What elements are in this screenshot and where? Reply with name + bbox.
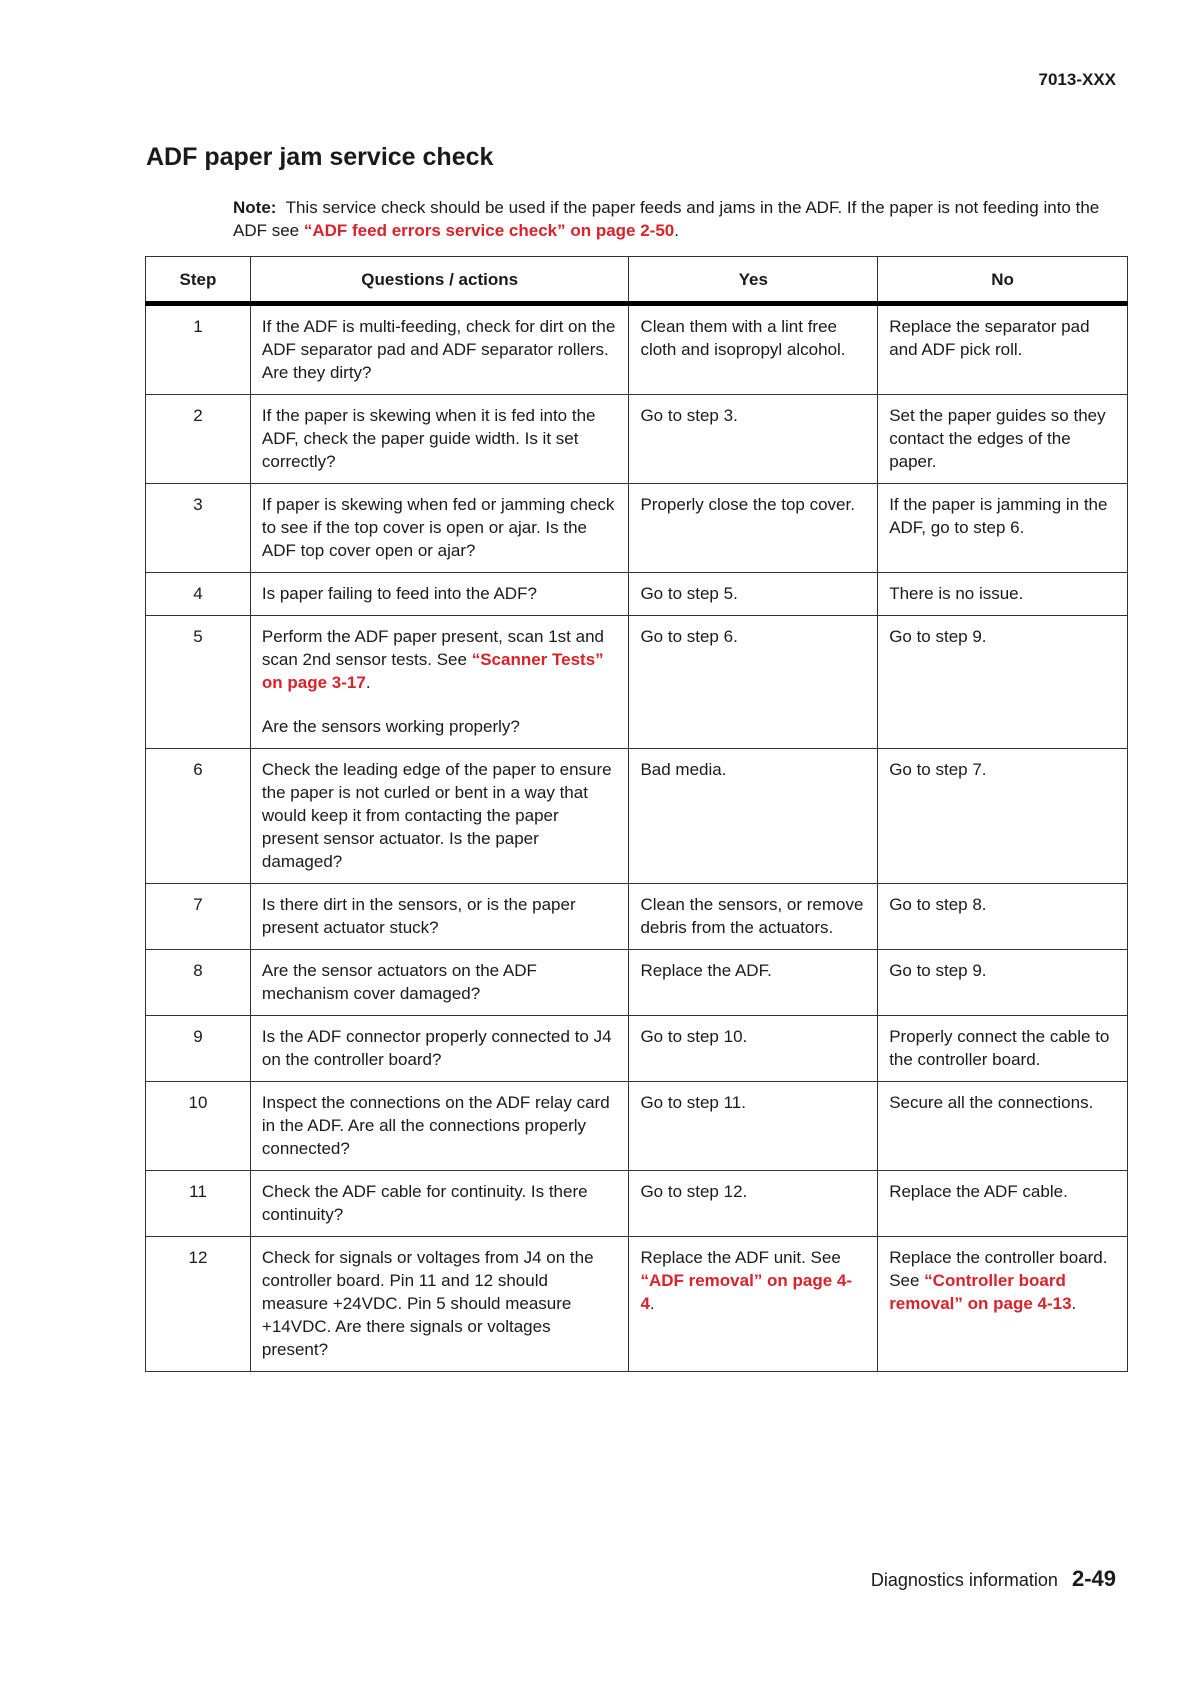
step-cell: 4 — [146, 573, 251, 616]
yes-cell: Go to step 11. — [629, 1082, 878, 1171]
table-row — [146, 749, 1128, 884]
note-label: Note: — [233, 198, 277, 217]
note-paragraph — [233, 196, 1128, 242]
table-row — [146, 884, 1128, 950]
question-cell: Are the sensor actuators on the ADF mechanism cover damaged? — [250, 950, 629, 1016]
yes-text-end: . — [649, 1294, 655, 1313]
question-cell: Check the ADF cable for continuity. Is there continuity? — [250, 1171, 629, 1237]
question-paragraph-2: Are the sensors working properly? — [261, 717, 520, 736]
step-cell: 9 — [146, 1016, 251, 1082]
table-row — [146, 1082, 1128, 1171]
no-cell: Properly connect the cable to the controller board. — [878, 1016, 1128, 1082]
yes-cell: Go to step 12. — [629, 1171, 878, 1237]
yes-cell: Replace the ADF. — [629, 950, 878, 1016]
table-row — [146, 304, 1128, 395]
controller-board-removal-link[interactable]: “Controller board removal” on page 4-13 — [889, 1271, 1072, 1313]
question-cell: Inspect the connections on the ADF relay card in the ADF. Are all the connections properly connected? — [250, 1082, 629, 1171]
step-cell: 12 — [146, 1237, 251, 1372]
step-cell: 7 — [146, 884, 251, 950]
page-title: ADF paper jam service check — [146, 143, 494, 171]
question-paragraph — [262, 625, 618, 694]
question-cell — [250, 616, 629, 749]
yes-cell: Clean them with a lint free cloth and isopropyl alcohol. — [629, 304, 878, 395]
question-text: Perform the ADF paper present, scan 1st and scan 2nd sensor tests. See — [261, 627, 604, 669]
header-yes: Yes — [629, 257, 878, 304]
table-row — [146, 616, 1128, 749]
question-cell: Is paper failing to feed into the ADF? — [250, 573, 629, 616]
no-cell: Go to step 7. — [878, 749, 1128, 884]
yes-cell: Go to step 5. — [629, 573, 878, 616]
note-end: . — [674, 221, 679, 240]
adf-feed-errors-link[interactable]: “ADF feed errors service check” on page 2-50 — [303, 221, 675, 240]
question-text-end: . — [365, 673, 371, 692]
step-cell: 2 — [146, 395, 251, 484]
table-row — [146, 1237, 1128, 1372]
question-cell: If the paper is skewing when it is fed into the ADF, check the paper guide width. Is it set correctly? — [250, 395, 629, 484]
step-cell: 6 — [146, 749, 251, 884]
yes-cell: Go to step 10. — [629, 1016, 878, 1082]
yes-cell: Clean the sensors, or remove debris from the actuators. — [629, 884, 878, 950]
step-cell: 8 — [146, 950, 251, 1016]
no-text: Replace the controller board. See — [889, 1248, 1108, 1290]
table-row — [146, 484, 1128, 573]
table-row — [146, 950, 1128, 1016]
question-cell: If paper is skewing when fed or jamming check to see if the top cover is open or ajar. Is the ADF top cover open or ajar? — [250, 484, 629, 573]
no-cell: Secure all the connections. — [878, 1082, 1128, 1171]
no-cell — [878, 1237, 1128, 1372]
yes-cell: Go to step 3. — [629, 395, 878, 484]
yes-cell: Go to step 6. — [629, 616, 878, 749]
no-cell: Replace the separator pad and ADF pick roll. — [878, 304, 1128, 395]
step-cell: 1 — [146, 304, 251, 395]
document-code: 7013-XXX — [1038, 70, 1116, 89]
no-cell: Set the paper guides so they contact the edges of the paper. — [878, 395, 1128, 484]
table-header-row — [146, 257, 1128, 304]
table-row — [146, 395, 1128, 484]
table-row — [146, 573, 1128, 616]
step-cell: 10 — [146, 1082, 251, 1171]
step-cell: 11 — [146, 1171, 251, 1237]
step-cell: 5 — [146, 616, 251, 749]
no-cell: There is no issue. — [878, 573, 1128, 616]
header-questions: Questions / actions — [250, 257, 629, 304]
no-cell: Go to step 9. — [878, 616, 1128, 749]
question-cell: Is there dirt in the sensors, or is the paper present actuator stuck? — [250, 884, 629, 950]
no-cell: Go to step 8. — [878, 884, 1128, 950]
yes-cell: Bad media. — [629, 749, 878, 884]
no-cell: Replace the ADF cable. — [878, 1171, 1128, 1237]
adf-removal-link[interactable]: “ADF removal” on page 4-4 — [640, 1271, 853, 1313]
header-step: Step — [146, 257, 251, 304]
no-cell: If the paper is jamming in the ADF, go to step 6. — [878, 484, 1128, 573]
question-cell: Check the leading edge of the paper to ensure the paper is not curled or bent in a way that would keep it from contacting the paper present sensor actuator. Is the paper damaged? — [250, 749, 629, 884]
footer-section: Diagnostics information — [870, 1570, 1058, 1590]
step-cell: 3 — [146, 484, 251, 573]
table-row — [146, 1171, 1128, 1237]
no-text-end: . — [1071, 1294, 1077, 1313]
question-cell: If the ADF is multi-feeding, check for dirt on the ADF separator pad and ADF separator rollers. Are they dirty? — [250, 304, 629, 395]
header-no: No — [878, 257, 1128, 304]
scanner-tests-link[interactable]: “Scanner Tests” on page 3-17 — [261, 650, 604, 692]
yes-cell: Properly close the top cover. — [629, 484, 878, 573]
service-check-table — [145, 256, 1128, 1372]
table-row — [146, 1016, 1128, 1082]
yes-text: Replace the ADF unit. See — [640, 1248, 841, 1267]
page-number: 2-49 — [1071, 1566, 1116, 1591]
yes-cell — [629, 1237, 878, 1372]
no-cell: Go to step 9. — [878, 950, 1128, 1016]
question-cell: Is the ADF connector properly connected to J4 on the controller board? — [250, 1016, 629, 1082]
question-cell: Check for signals or voltages from J4 on the controller board. Pin 11 and 12 should measure +24VDC. Pin 5 should measure +14VDC. Are there signals or voltages present? — [250, 1237, 629, 1372]
note-text: This service check should be used if the paper feeds and jams in the ADF. If the paper is not feeding into the ADF see — [233, 198, 1100, 240]
page-footer — [871, 1566, 1116, 1592]
